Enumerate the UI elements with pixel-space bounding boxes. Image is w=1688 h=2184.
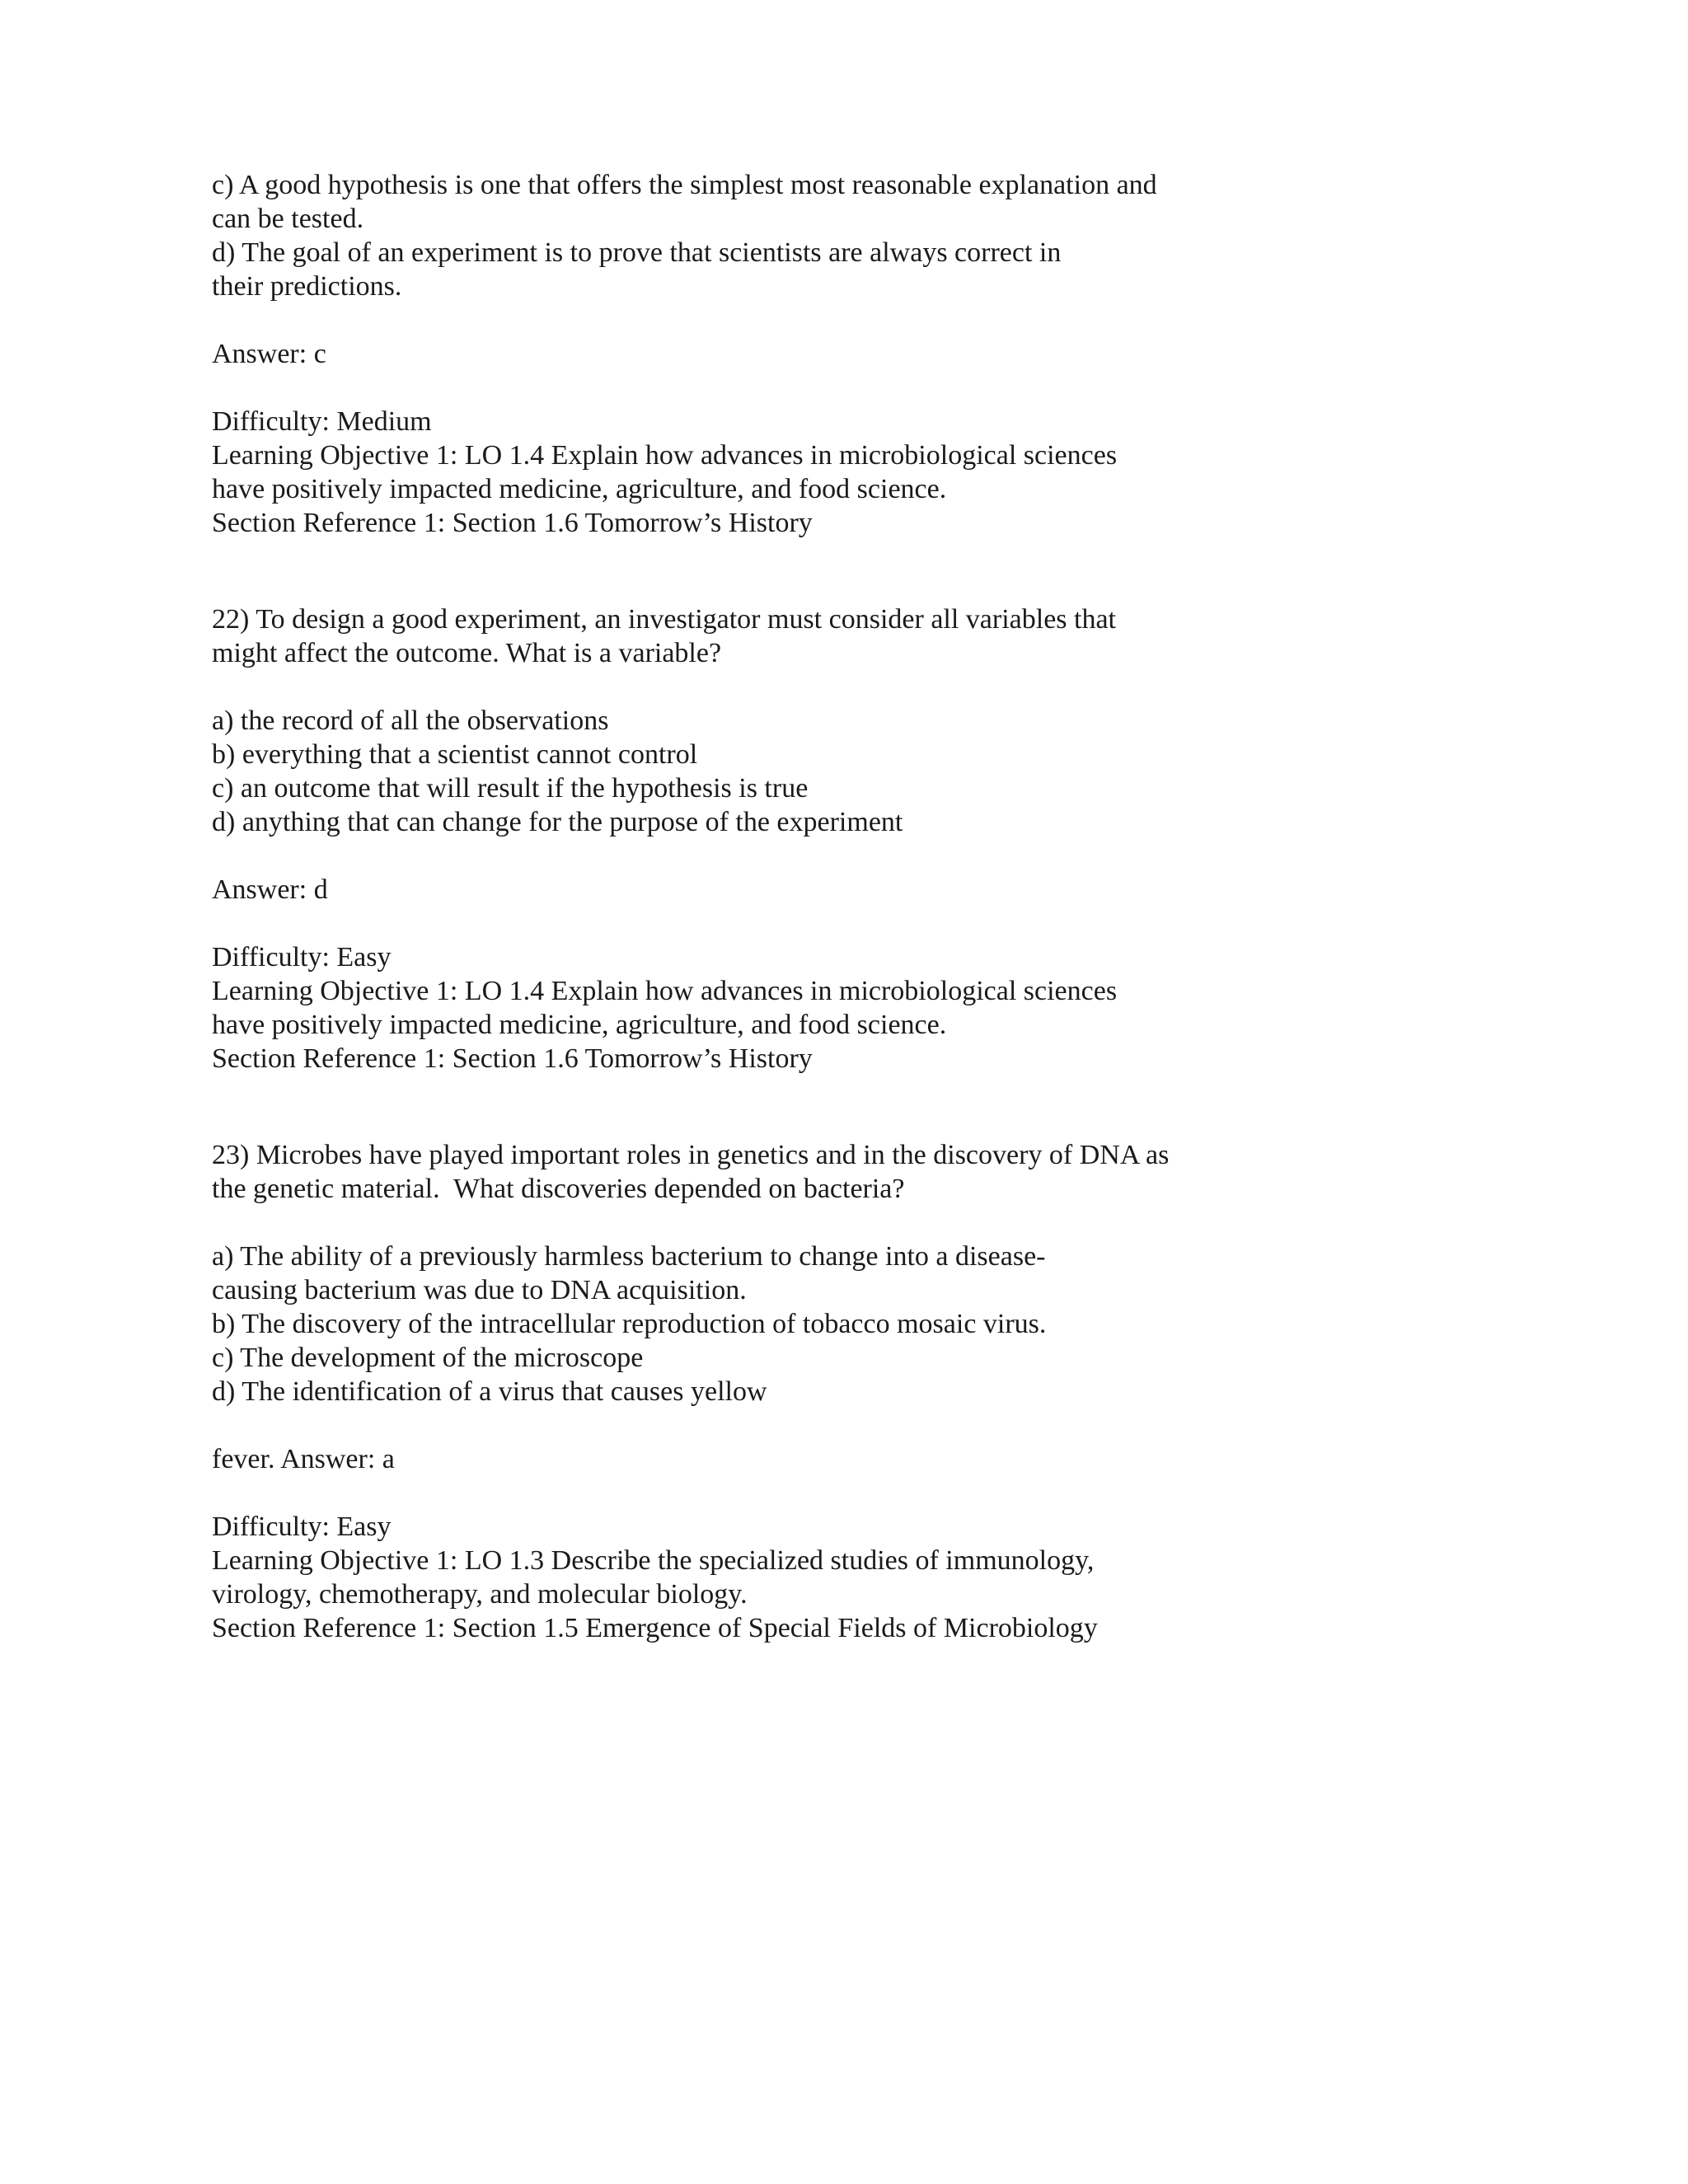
option-b: b) everything that a scientist cannot control bbox=[212, 739, 698, 770]
option-c: c) an outcome that will result if the hypothesis is true bbox=[212, 773, 809, 804]
learning-objective-line-1: Learning Objective 1: LO 1.3 Describe the specialized studies of immunology, bbox=[212, 1545, 1095, 1576]
question-stem-line-1: 23) Microbes have played important roles in genetics and in the discovery of DNA as bbox=[212, 1140, 1170, 1170]
question-23 bbox=[212, 1138, 1498, 1645]
difficulty-line: Difficulty: Easy bbox=[212, 1511, 392, 1542]
option-c-line-1: c) A good hypothesis is one that offers the simplest most reasonable explanation and bbox=[212, 170, 1157, 200]
section-reference-line: Section Reference 1: Section 1.6 Tomorrow’s History bbox=[212, 508, 813, 538]
difficulty-line: Difficulty: Medium bbox=[212, 406, 432, 437]
document-content bbox=[212, 168, 1498, 1645]
answer-line: Answer: c bbox=[212, 339, 326, 369]
question-stem-line-2: the genetic material. What discoveries depended on bacteria? bbox=[212, 1174, 905, 1204]
question-stem-line-1: 22) To design a good experiment, an investigator must consider all variables that bbox=[212, 604, 1116, 635]
difficulty-line: Difficulty: Easy bbox=[212, 942, 392, 972]
option-d: d) The identification of a virus that causes yellow bbox=[212, 1376, 767, 1407]
option-d-line-2: their predictions. bbox=[212, 271, 402, 302]
section-reference-line: Section Reference 1: Section 1.6 Tomorrow’s History bbox=[212, 1043, 813, 1074]
learning-objective-line-1: Learning Objective 1: LO 1.4 Explain how advances in microbiological sciences bbox=[212, 440, 1118, 471]
question-21-continuation bbox=[212, 168, 1498, 540]
option-c-line-2: can be tested. bbox=[212, 204, 364, 234]
answer-line: fever. Answer: a bbox=[212, 1444, 395, 1474]
option-d-line-1: d) The goal of an experiment is to prove that scientists are always correct in bbox=[212, 237, 1062, 268]
learning-objective-line-2: have positively impacted medicine, agriculture, and food science. bbox=[212, 474, 947, 504]
options-list bbox=[212, 168, 1498, 303]
question-stem-line-2: might affect the outcome. What is a variable? bbox=[212, 638, 722, 668]
option-b: b) The discovery of the intracellular reproduction of tobacco mosaic virus. bbox=[212, 1309, 1047, 1339]
option-a-line-2: causing bacterium was due to DNA acquisition. bbox=[212, 1275, 747, 1305]
options-list bbox=[212, 704, 1498, 839]
option-a-line-1: a) The ability of a previously harmless bacterium to change into a disease- bbox=[212, 1241, 1046, 1272]
answer-line: Answer: d bbox=[212, 874, 328, 905]
option-c: c) The development of the microscope bbox=[212, 1343, 644, 1373]
learning-objective-line-2: have positively impacted medicine, agriculture, and food science. bbox=[212, 1010, 947, 1040]
options-list bbox=[212, 1240, 1498, 1408]
learning-objective-line-2: virology, chemotherapy, and molecular biology. bbox=[212, 1579, 748, 1610]
section-reference-line: Section Reference 1: Section 1.5 Emergence of Special Fields of Microbiology bbox=[212, 1613, 1098, 1643]
option-d: d) anything that can change for the purpose of the experiment bbox=[212, 807, 903, 837]
learning-objective-line-1: Learning Objective 1: LO 1.4 Explain how advances in microbiological sciences bbox=[212, 976, 1118, 1006]
question-22 bbox=[212, 602, 1498, 1076]
option-a: a) the record of all the observations bbox=[212, 705, 609, 736]
